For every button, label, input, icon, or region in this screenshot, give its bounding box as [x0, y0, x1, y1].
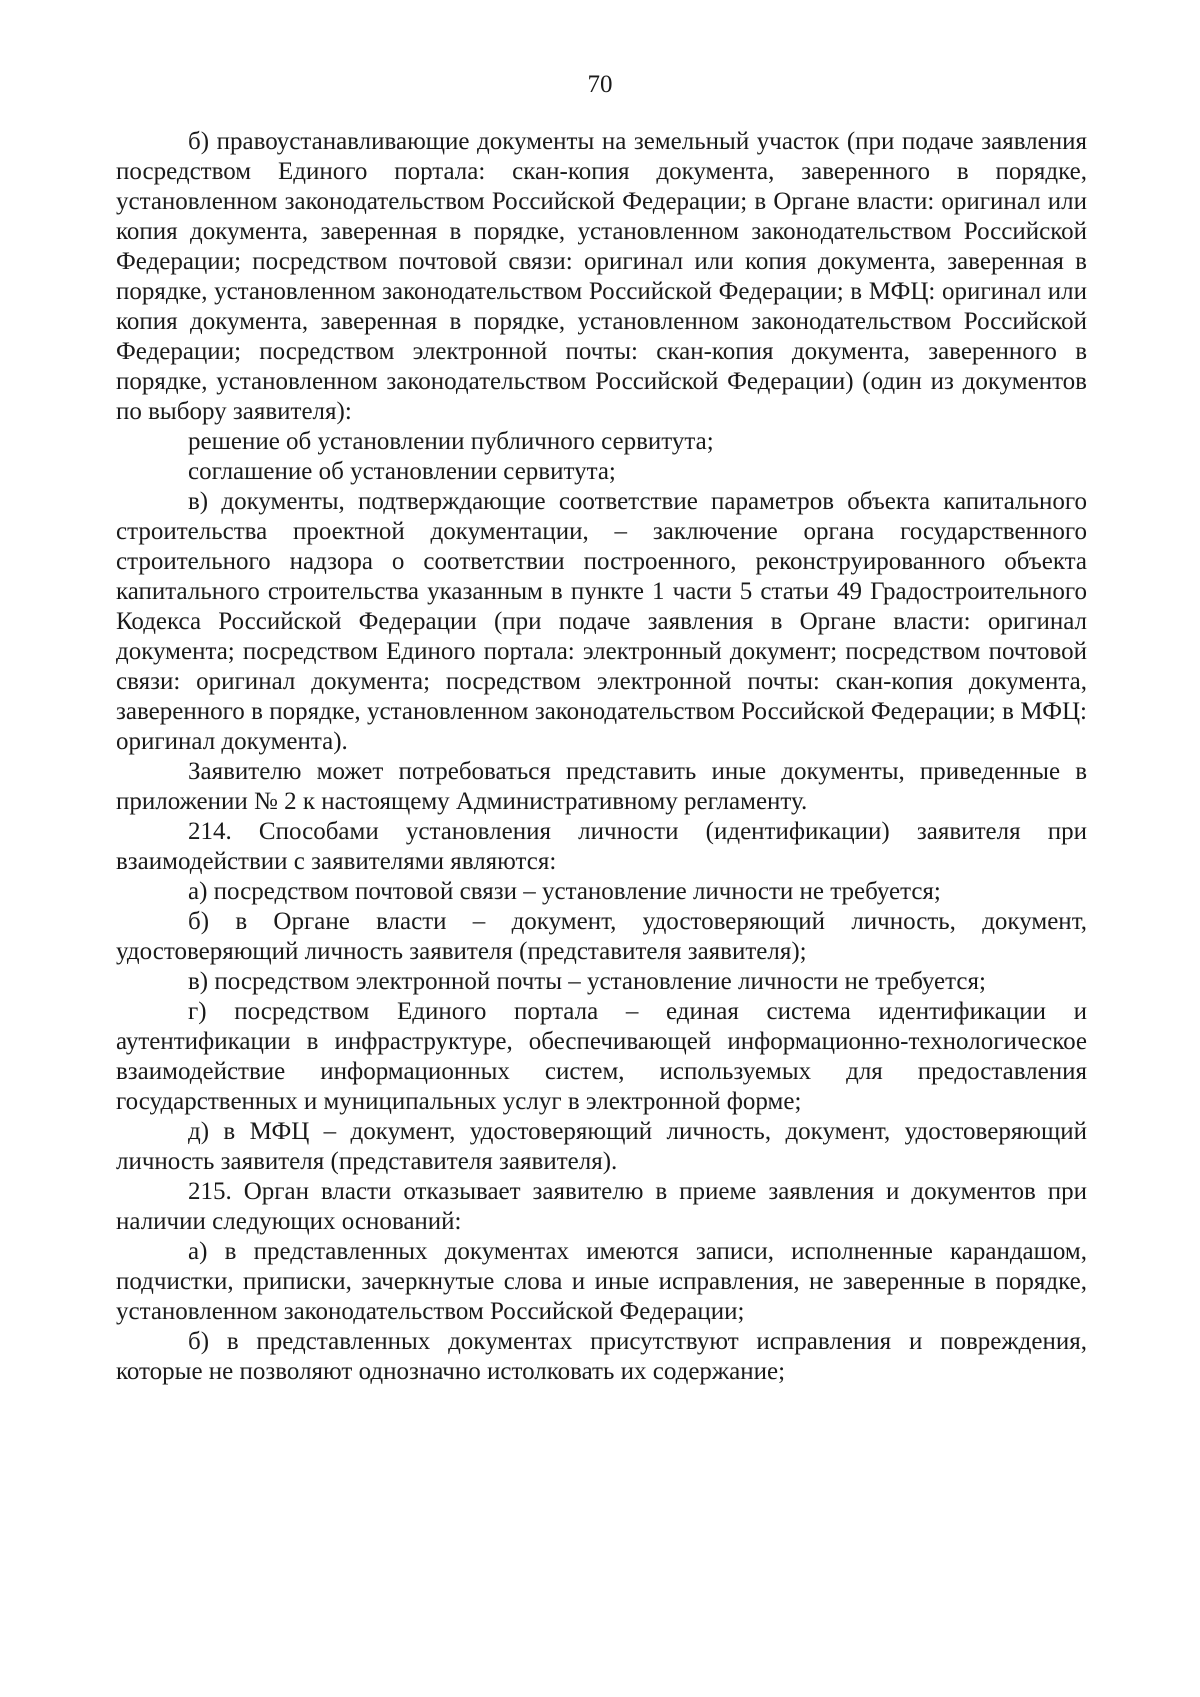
paragraph-b-title-documents: б) правоустанавливающие документы на земельный участок (при подаче заявления посредством Единого портала: скан-копия документа, заверенного в порядке, установленном законодательством Российской Федерации; в Органе власти: оригинал или копия документа, заверенная в порядке, установленном законодательством Российской Федерации; посредством почтовой связи: оригинал или копия документа, заверенная в порядке, установленном законодательством Российской Федерации; в МФЦ: оригинал или копия документа, заверенная в порядке, установленном законодательством Российской Федерации; посредством электронной почты: скан-копия документа, заверенного в порядке, установленном законодательством Российской Федерации) (один из документов по выбору заявителя): [116, 128, 1087, 425]
page-number: 70 [587, 71, 613, 98]
paragraph-214-identification: 214. Способами установления личности (идентификации) заявителя при взаимодействии с заявителями являются: [116, 818, 1087, 875]
paragraph-214-a-postal: а) посредством почтовой связи – установление личности не требуется; [188, 878, 941, 905]
paragraph-public-servitude: решение об установлении публичного сервитута; [188, 428, 714, 455]
paragraph-214-d-mfc: д) в МФЦ – документ, удостоверяющий личность, документ, удостоверяющий личность заявителя (представителя заявителя). [116, 1118, 1087, 1175]
paragraph-215-a-corrections: а) в представленных документах имеются записи, исполненные карандашом, подчистки, приписки, зачеркнутые слова и иные исправления, не заверенные в порядке, установленном законодательством Российской Федерации; [116, 1238, 1087, 1325]
paragraph-other-documents: Заявителю может потребоваться представить иные документы, приведенные в приложении № 2 к настоящему Административному регламенту. [116, 758, 1087, 815]
paragraph-215-b-damage: б) в представленных документах присутствуют исправления и повреждения, которые не позволяют однозначно истолковать их содержание; [116, 1328, 1087, 1385]
paragraph-214-g-portal: г) посредством Единого портала – единая система идентификации и аутентификации в инфраструктуре, обеспечивающей информационно-технологическое взаимодействие информационных систем, используемых для предоставления государственных и муниципальных услуг в электронной форме; [116, 998, 1087, 1115]
document-body [116, 127, 1087, 1387]
paragraph-214-b-authority: б) в Органе власти – документ, удостоверяющий личность, документ, удостоверяющий личность заявителя (представителя заявителя); [116, 908, 1087, 965]
paragraph-servitude-agreement: соглашение об установлении сервитута; [188, 458, 616, 485]
paragraph-v-compliance-documents: в) документы, подтверждающие соответствие параметров объекта капитального строительства проектной документации, – заключение органа государственного строительного надзора о соответствии построенного, реконструированного объекта капитального строительства указанным в пункте 1 части 5 статьи 49 Градостроительного Кодекса Российской Федерации (при подаче заявления в Органе власти: оригинал документа; посредством Единого портала: электронный документ; посредством почтовой связи: оригинал документа; посредством электронной почты: скан-копия документа, заверенного в порядке, установленном законодательством Российской Федерации; в МФЦ: оригинал документа). [116, 488, 1087, 755]
paragraph-215-refusal: 215. Орган власти отказывает заявителю в приеме заявления и документов при наличии следующих оснований: [116, 1178, 1087, 1235]
paragraph-214-v-email: в) посредством электронной почты – установление личности не требуется; [188, 968, 986, 995]
